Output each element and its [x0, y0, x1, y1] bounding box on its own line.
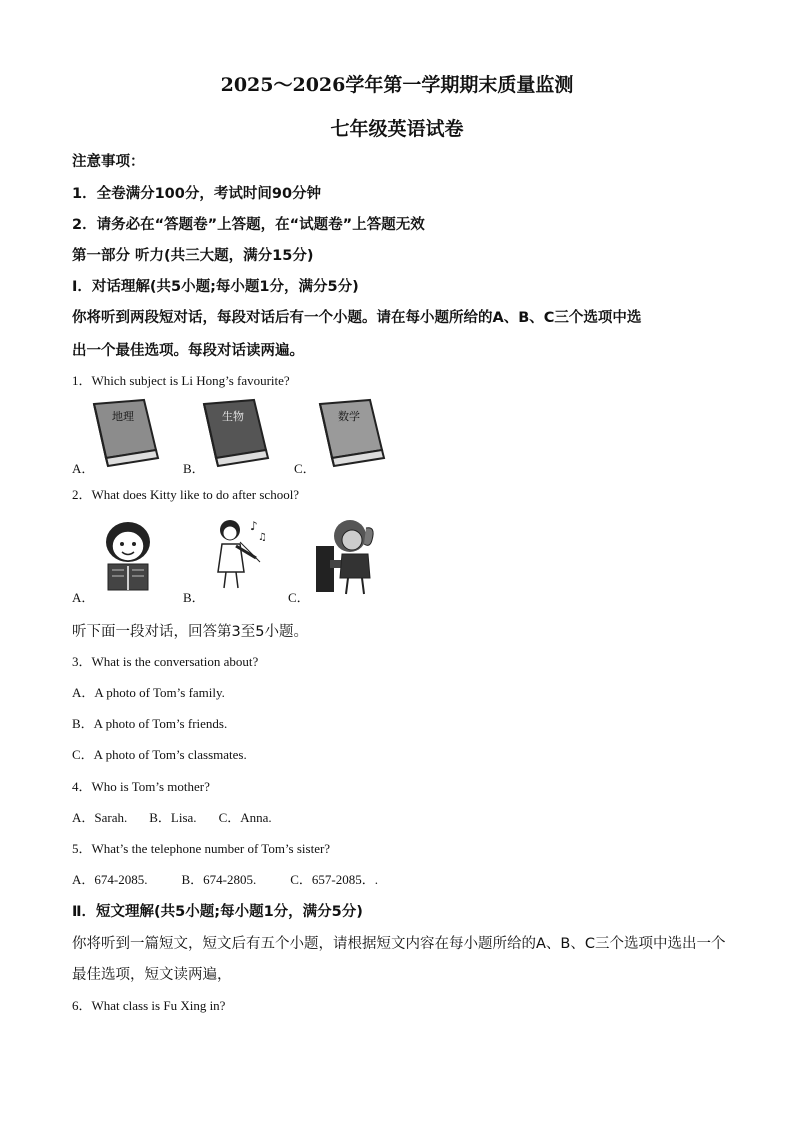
q2-text: 2．What does Kitty like to do after school?: [72, 487, 300, 502]
q1-option-a: A．: [72, 461, 95, 476]
q2-option-b: B．: [183, 590, 205, 605]
girl-violin-icon: [206, 516, 268, 594]
note-item-1: 1．全卷满分100分，考试时间90分钟: [72, 186, 322, 202]
girl-reading-icon: [98, 518, 158, 594]
q4-text: 4．Who is Tom’s mother?: [72, 779, 210, 794]
section1-instr-line1: 你将听到两段短对话，每段对话后有一个小题。请在每小题所给的A、B、C三个选项中选: [72, 310, 642, 326]
girl-piano-icon: [312, 516, 382, 596]
q1-option-c: C．: [294, 461, 316, 476]
q6-text: 6．What class is Fu Xing in?: [72, 998, 226, 1013]
svg-text:♪: ♪: [250, 519, 258, 533]
q3-text: 3．What is the conversation about?: [72, 654, 259, 669]
exam-subtitle: 七年级英语试卷: [330, 118, 464, 140]
note-item-2: 2．请务必在“答题卷”上答题，在“试题卷”上答题无效: [72, 217, 425, 233]
book-label-a: 地理: [112, 410, 134, 423]
q1-text: 1．Which subject is Li Hong’s favourite?: [72, 373, 290, 388]
section2-instr-line2: 最佳选项，短文读两遍，: [72, 967, 232, 983]
q5-option-c: C．657-2085．.: [290, 872, 378, 887]
part1-title: 第一部分 听力(共三大题，满分15分): [72, 248, 314, 264]
q3-option-c: C．A photo of Tom’s classmates.: [72, 747, 247, 762]
section1-instr-line2: 出一个最佳选项。每段对话读两遍。: [72, 343, 304, 359]
section2-title: Ⅱ．短文理解(共5小题;每小题1分，满分5分): [72, 904, 363, 920]
q4-option-c: C．Anna.: [218, 810, 272, 825]
section2-instr-line1: 你将听到一篇短文，短文后有五个小题，请根据短文内容在每小题所给的A、B、C三个选项中选出一个: [72, 936, 726, 952]
q3-option-b: B．A photo of Tom’s friends.: [72, 716, 228, 731]
q2-option-c: C．: [288, 590, 310, 605]
book-math-icon: [316, 398, 388, 470]
q2-option-a: A．: [72, 590, 95, 605]
q4-options: [72, 807, 294, 826]
q4-option-b: B．Lisa.: [149, 810, 197, 825]
book-biology-icon: [200, 398, 272, 470]
listen-note: 听下面一段对话，回答第3至5小题。: [72, 624, 308, 640]
q5-text: 5．What’s the telephone number of Tom’s sister?: [72, 841, 331, 856]
q5-options: [72, 869, 400, 888]
book-label-b: 生物: [222, 410, 244, 423]
q1-option-b: B．: [183, 461, 205, 476]
section1-title: Ⅰ．对话理解(共5小题;每小题1分，满分5分): [72, 279, 359, 295]
book-label-c: 数学: [338, 410, 360, 423]
svg-text:♫: ♫: [258, 532, 267, 543]
q4-option-a: A．Sarah.: [72, 810, 128, 825]
book-geography-icon: [90, 398, 162, 470]
notes-heading: 注意事项：: [72, 154, 145, 170]
q3-option-a: A．A photo of Tom’s family.: [72, 685, 225, 700]
exam-title: 2025～2026学年第一学期期末质量监测: [220, 74, 574, 96]
q5-option-b: B．674-2805.: [181, 872, 257, 887]
q5-option-a: A．674-2085.: [72, 872, 148, 887]
